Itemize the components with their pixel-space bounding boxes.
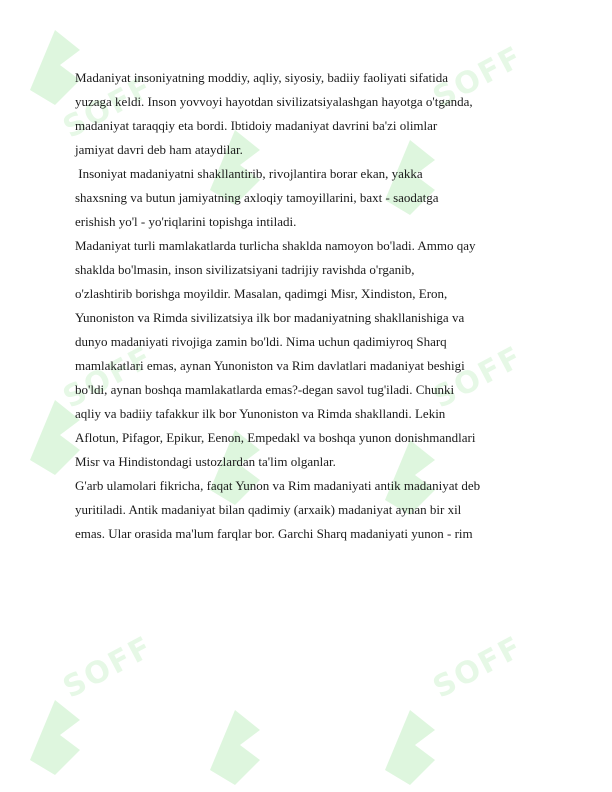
text-line: madaniyat taraqqiy eta bordi. Ibtidoiy madaniyat davrini ba'zi olimlar (75, 118, 438, 133)
document-body (75, 66, 545, 546)
text-line: bo'ldi, aynan boshqa mamlakatlarda emas?-degan savol tug'iladi. Chunki (75, 382, 455, 397)
text-line: Yunoniston va Rimda sivilizatsiya ilk bor madaniyatning shakllanishiga va (75, 310, 465, 325)
watermark-text: SOFF (57, 69, 159, 146)
text-line: Aflotun, Pifagor, Epikur, Eenon, Empedakl va boshqa yunon donishmandlari (75, 430, 476, 445)
watermark-logo-icon (20, 690, 90, 780)
text-line: Misr va Hindistondagi ustozlardan ta'lim olganlar. (75, 454, 336, 469)
text-line: o'zlashtirib borishga moyildir. Masalan, qadimgi Misr, Xindiston, Eron, (75, 286, 448, 301)
watermark-logo-icon (200, 700, 270, 790)
text-line: Madaniyat insoniyatning moddiy, aqliy, siyosiy, badiiy faoliyati sifatida (75, 70, 448, 85)
watermark-text: SOFF (57, 629, 159, 706)
watermark-logo-icon (375, 700, 445, 790)
text-line: yuritiladi. Antik madaniyat bilan qadimiy (arxaik) madaniyat aynan bir xil (75, 502, 462, 517)
text-line: dunyo madaniyati rivojiga zamin bo'ldi. Nima uchun qadimiyroq Sharq (75, 334, 447, 349)
text-line: aqliy va badiiy tafakkur ilk bor Yunoniston va Rimda shakllandi. Lekin (75, 406, 446, 421)
watermark-text: SOFF (427, 339, 529, 416)
text-line: emas. Ular orasida ma'lum farqlar bor. Garchi Sharq madaniyati yunon - rim (75, 526, 473, 541)
text-line: Insoniyat madaniyatni shakllantirib, rivojlantira borar ekan, yakka (75, 166, 423, 181)
text-line: yuzaga keldi. Inson yovvoyi hayotdan sivilizatsiyalashgan hayotga o'tganda, (75, 94, 473, 109)
watermark-text: SOFF (57, 339, 159, 416)
text-line: G'arb ulamolari fikricha, faqat Yunon va Rim madaniyati antik madaniyat deb (75, 478, 481, 493)
text-line: jamiyat davri deb ham ataydilar. (75, 142, 243, 157)
text-line: erishish yo'l - yo'riqlarini topishga intiladi. (75, 214, 297, 229)
watermark-text: SOFF (427, 39, 529, 116)
text-line: shaklda bo'lmasin, inson sivilizatsiyani tadrijiy ravishda o'rganib, (75, 262, 415, 277)
text-line: shaxsning va butun jamiyatning axloqiy tamoyillarini, baxt - saodatga (75, 190, 439, 205)
text-line: Madaniyat turli mamlakatlarda turlicha shaklda namoyon bo'ladi. Ammo qay (75, 238, 476, 253)
text-line: mamlakatlari emas, aynan Yunoniston va Rim davlatlari madaniyat beshigi (75, 358, 465, 373)
watermark-text: SOFF (427, 629, 529, 706)
